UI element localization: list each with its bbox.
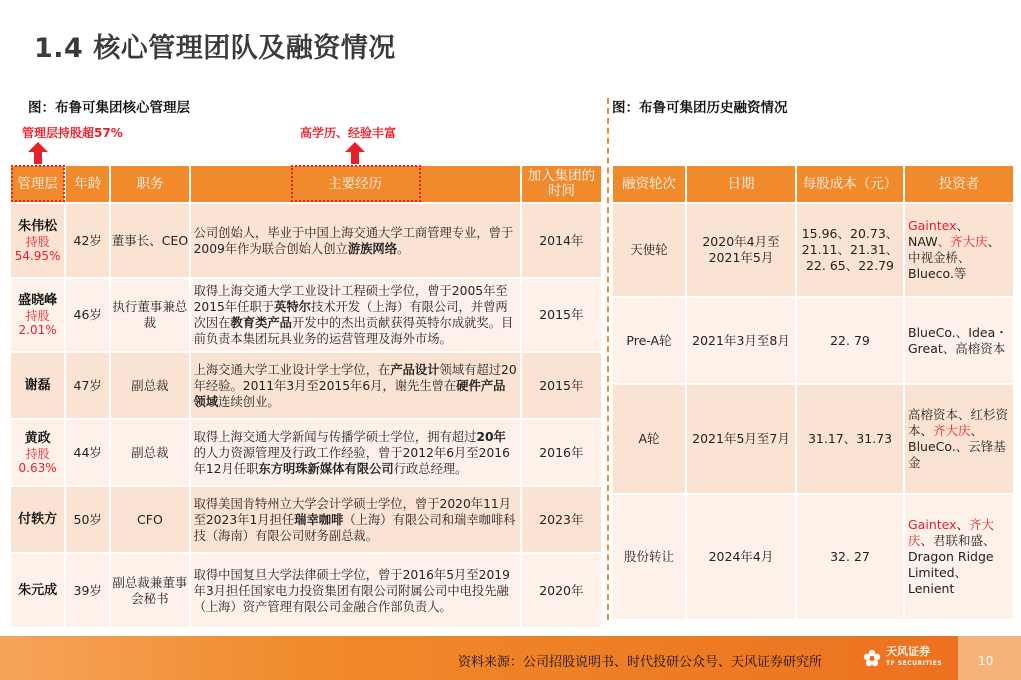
experience-text: （上海）有限公司和瑞幸咖啡科技（海南）有限公司财务副总裁。	[193, 512, 516, 543]
investor-text: 、NAW	[908, 218, 970, 249]
header-cost: 每股成本（元）	[797, 166, 903, 202]
logo-flower-icon	[862, 648, 882, 668]
stake-value: 0.63%	[18, 460, 57, 475]
title-cell: 副总裁	[111, 420, 188, 485]
stake-callout: 管理层持股超57%	[22, 126, 123, 140]
executive-name: 谢磊	[24, 377, 51, 393]
experience-text: 取得上海交通大学新闻与传播学硕士学位，拥有超过	[193, 429, 477, 444]
joined-cell: 2015年	[522, 279, 601, 351]
management-row	[11, 554, 601, 627]
header-date: 日期	[687, 166, 795, 202]
title-cell: 董事长、CEO	[111, 204, 188, 277]
experience-text: 行政总经理。	[393, 461, 468, 476]
experience-text: 开发中的杰出贡献获得英特尔成就奖。目前负责本集团玩具业务的运营管理及海外市场。	[193, 316, 514, 346]
experience-cell	[191, 487, 520, 552]
investor-text: Gaintex	[908, 517, 957, 532]
executive-cell	[11, 353, 64, 418]
management-row	[11, 279, 601, 351]
title-cell: 执行董事兼总裁	[111, 279, 188, 351]
experience-arrow-icon	[345, 142, 365, 152]
title-cell: 副总裁兼董事会秘书	[111, 554, 188, 627]
logo-text: 天风证券	[886, 645, 930, 658]
experience-text: 公司创始人，毕业于中国上海交通大学工商管理专业，曾于2009年作为联合创始人创立	[193, 225, 514, 256]
header-experience: 主要经历	[191, 166, 520, 202]
executive-name: 朱伟松	[18, 218, 58, 234]
cost-cell: 31.17、31.73	[797, 385, 903, 493]
financing-table	[611, 164, 1015, 621]
round-cell: A轮	[613, 385, 685, 493]
experience-text: 教育类产品	[230, 316, 292, 330]
page-title: 1.4 核心管理团队及融资情况	[34, 33, 396, 64]
experience-cell	[191, 554, 520, 627]
stake-label: 持股	[25, 234, 50, 249]
age-cell: 44岁	[66, 420, 109, 485]
date-cell: 2024年4月	[687, 495, 795, 619]
header-investors: 投资者	[905, 166, 1013, 202]
page-number: 10	[978, 654, 994, 668]
cost-cell: 15.96、20.73、21.11、21.31、22. 65、22.79	[797, 204, 903, 296]
investor-text: 、	[956, 517, 970, 532]
executive-name: 付轶方	[18, 511, 58, 527]
stake-label: 持股	[25, 446, 50, 461]
cost-cell: 22. 79	[797, 298, 903, 383]
age-cell: 46岁	[66, 279, 109, 351]
investors-cell	[905, 385, 1013, 493]
experience-callout: 高学历、经验丰富	[300, 126, 397, 140]
investor-text: 、BlueCo.、云锋基金	[908, 423, 1006, 470]
executive-cell	[11, 279, 64, 351]
experience-text: 连续创业。	[218, 394, 280, 409]
management-row	[11, 353, 601, 418]
investors-cell	[905, 495, 1013, 619]
age-cell: 39岁	[66, 554, 109, 627]
joined-cell: 2020年	[522, 554, 601, 627]
experience-text: 上海交通大学工业设计学士学位，在	[193, 362, 391, 377]
executive-name: 朱元成	[18, 582, 58, 598]
executive-name: 盛晓峰	[18, 293, 58, 308]
experience-text: 产品设计	[390, 362, 440, 377]
title-cell: 副总裁	[111, 353, 188, 418]
experience-text: 硬件产品领域	[193, 378, 506, 409]
investor-text: 齐大庆	[933, 423, 971, 438]
joined-cell: 2023年	[522, 487, 601, 552]
header-round: 融资轮次	[613, 166, 685, 202]
title-cell: CFO	[111, 487, 188, 552]
executive-cell	[11, 204, 64, 277]
experience-text: 的人力资源管理及行政工作经验，曾于2012年6月至2016年12月任职	[193, 445, 510, 476]
management-table	[9, 164, 603, 629]
date-cell: 2021年3月至8月	[687, 298, 795, 383]
experience-cell	[191, 279, 520, 351]
stake-value: 2.01%	[18, 323, 57, 337]
investor-text: 高榕资本、红杉资本、	[908, 407, 1009, 438]
experience-cell	[191, 204, 520, 277]
header-management: 管理层	[11, 166, 64, 202]
investors-cell	[905, 298, 1013, 383]
experience-cell	[191, 420, 520, 485]
experience-text: 取得美国肯特州立大学会计学硕士学位，曾于2020年11月至2023年1月担任	[193, 496, 512, 527]
executive-cell	[11, 420, 64, 485]
experience-header-highlight	[291, 165, 421, 202]
investors-cell	[905, 204, 1013, 296]
age-cell: 42岁	[66, 204, 109, 277]
financing-row	[613, 385, 1013, 493]
experience-text: 英特尔	[274, 300, 311, 314]
header-joined: 加入集团的时间	[522, 166, 601, 202]
joined-cell: 2015年	[522, 353, 601, 418]
joined-cell: 2014年	[522, 204, 601, 277]
experience-text: 游族网络	[347, 241, 398, 256]
financing-row	[613, 204, 1013, 296]
executive-cell	[11, 487, 64, 552]
age-cell: 50岁	[66, 487, 109, 552]
stake-arrow-icon	[28, 142, 48, 152]
company-logo	[862, 646, 942, 670]
financing-row	[613, 495, 1013, 619]
header-title: 职务	[111, 166, 188, 202]
experience-text: 。	[397, 241, 410, 256]
management-header-highlight	[11, 165, 65, 202]
header-age: 年龄	[66, 166, 109, 202]
round-cell: 股份转让	[613, 495, 685, 619]
cost-cell: 32. 27	[797, 495, 903, 619]
experience-text: 20年	[476, 429, 506, 444]
stake-arrow-stem	[34, 152, 42, 164]
source-note: 资料来源：公司招股说明书、时代投研公众号、天风证券研究所	[458, 655, 823, 670]
section-divider	[607, 98, 609, 620]
stake-label: 持股	[25, 309, 50, 323]
management-row	[11, 487, 601, 552]
experience-text: 领域有超过20年经验。2011年3月至2015年6月，谢先生曾在	[193, 362, 517, 393]
age-cell: 47岁	[66, 353, 109, 418]
financing-figure-title: 图：布鲁可集团历史融资情况	[612, 100, 788, 116]
management-row	[11, 204, 601, 277]
executive-name: 黄政	[24, 430, 51, 446]
investor-text: 、中视金桥、Blueco.等	[908, 234, 1001, 281]
round-cell: 天使轮	[613, 204, 685, 296]
round-cell: Pre-A轮	[613, 298, 685, 383]
experience-text: 取得中国复旦大学法律硕士学位，曾于2016年5月至2019年3月担任国家电力投资集团有限公司附属公司中电投先融（上海）资产管理有限公司金融合作部负责人。	[193, 567, 510, 614]
logo-subtext: TF SECURITIES	[886, 660, 943, 667]
management-row	[11, 420, 601, 485]
experience-arrow-stem	[351, 152, 359, 164]
experience-text: 取得上海交通大学工业设计工程硕士学位，曾于2005年至2015年任职于	[193, 284, 508, 314]
executive-cell	[11, 554, 64, 627]
investor-text: 、君联和盛、Dragon Ridge Limited、Lenient	[908, 533, 996, 596]
date-cell: 2020年4月至2021年5月	[687, 204, 795, 296]
experience-cell	[191, 353, 520, 418]
date-cell: 2021年5月至7月	[687, 385, 795, 493]
investor-text: 、齐大庆	[937, 234, 988, 249]
experience-text: 技术开发（上海）有限公司，并曾两次因在	[193, 300, 508, 330]
investor-text: 齐大庆	[908, 517, 995, 548]
joined-cell: 2016年	[522, 420, 601, 485]
financing-row	[613, 298, 1013, 383]
experience-text: 瑞幸咖啡	[294, 512, 344, 527]
experience-text: 东方明珠新媒体有限公司	[258, 461, 394, 476]
investor-text: BlueCo.、Idea・Great、高榕资本	[908, 324, 1008, 356]
management-figure-title: 图：布鲁可集团核心管理层	[28, 100, 190, 116]
stake-value: 54.95%	[14, 248, 61, 263]
investor-text: Gaintex	[908, 218, 957, 233]
